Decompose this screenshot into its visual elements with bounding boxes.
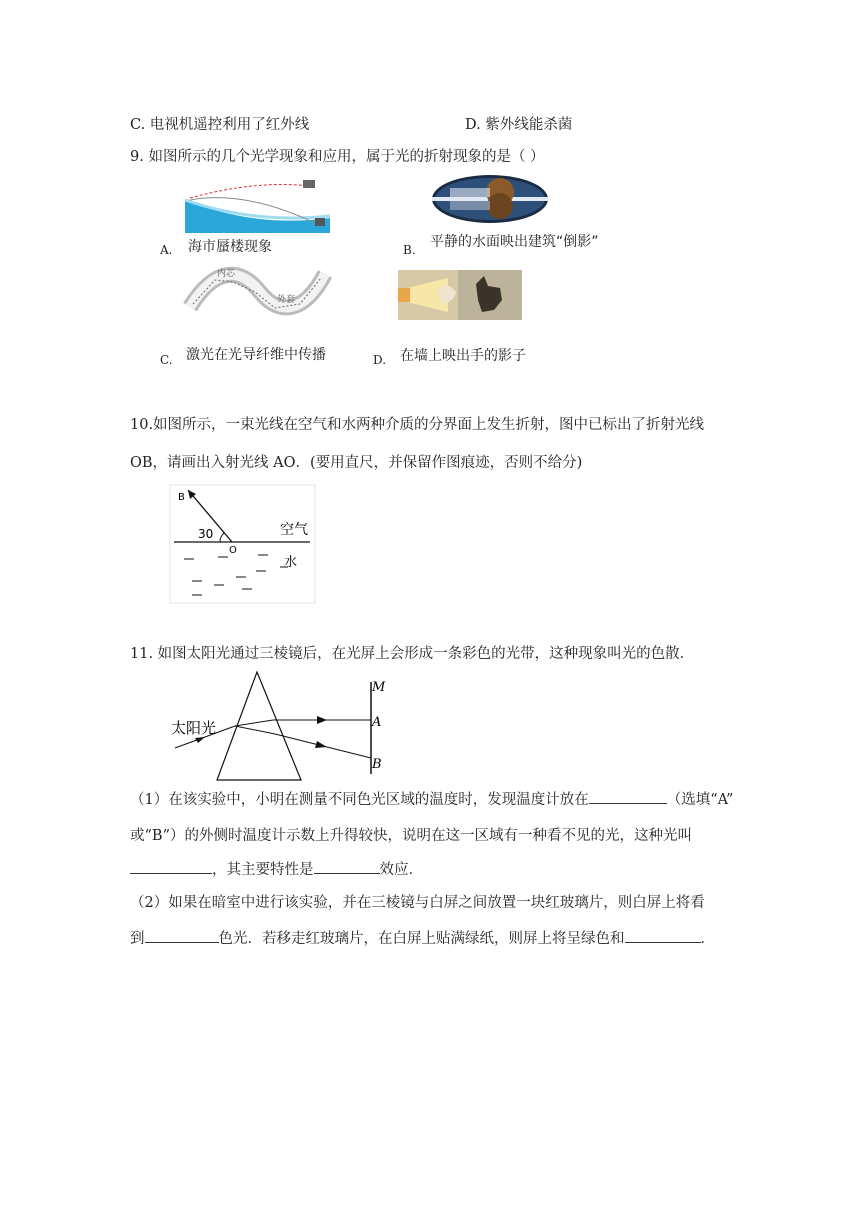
incident-arrowhead [195,737,205,743]
optical-fiber-image [185,262,330,322]
q11-part2-text-b: 到 [130,931,145,947]
q11-blank-3[interactable] [314,858,380,874]
q11-blank-1[interactable] [589,788,667,804]
fiber-outer-label: 外套 [277,295,296,305]
q8-option-c: C. 电视机遥控利用了红外线 [130,117,310,133]
q11-blank-5[interactable] [625,927,701,943]
q11-part2-line1: （2）如果在暗室中进行该实验，并在三棱镜与白屏之间放置一块红玻璃片，则白屏上将看 [130,895,705,911]
prism [217,672,301,780]
label-b: B [178,492,185,503]
label-angle: 30 [198,527,214,541]
q9-option-a-caption: 海市蜃楼现象 [188,239,272,255]
q9-stem: 9. 如图所示的几个光学现象和应用，属于光的折射现象的是（ ） [130,149,545,165]
reflection-image [430,174,550,224]
q10-line1: 10.如图所示，一束光线在空气和水两种介质的分界面上发生折射，图中已标出了折射光线 [130,417,705,433]
q11-blank-4[interactable] [145,927,219,943]
q11-part1-line2: 或“B”）的外侧时温度计示数上升得较快，说明在这一区域有一种看不见的光，这种光叫 [130,828,692,844]
label-a: A [372,715,382,730]
label-o: O [229,545,237,556]
q9-option-c-caption: 激光在光导纤维中传播 [186,347,326,363]
refraction-figure [170,485,315,603]
q11-part2-text-c: 色光．若移走红玻璃片，在白屏上贴满绿纸，则屏上将呈绿色和 [218,931,625,947]
prism-dispersion-figure [165,668,395,783]
fiber-inner-label: 内芯 [217,269,236,279]
q11-part1-text-b: （选填“A” [666,792,734,808]
q11-part1-line1 [130,788,733,809]
q11-part2-text-d: ． [700,931,715,947]
mirage-image [185,178,330,233]
q9-option-c-letter: C. [160,353,173,367]
q11-blank-2[interactable] [130,858,212,874]
label-m: M [372,680,386,695]
label-sunlight: 太阳光 [171,719,217,737]
q11-part1-text-a: （1）在该实验中，小明在测量不同色光区域的温度时，发现温度计放在 [130,792,589,808]
q9-option-b-letter: B. [403,243,416,257]
q8-option-d: D. 紫外线能杀菌 [465,117,573,133]
q10-line2: OB，请画出入射光线 AO．(要用直尺，并保留作图痕迹，否则不给分) [130,455,583,471]
hand-shadow-image [398,270,522,320]
q11-part2-line2 [130,927,715,948]
label-water: 水 [284,555,298,570]
q11-part1-text-e: 效应． [379,862,423,878]
q9-option-a-letter: A. [160,243,173,257]
q9-option-d-letter: D. [373,353,387,367]
label-air: 空气 [280,522,308,538]
q11-part1-line3 [130,858,423,879]
q9-option-b-caption: 平静的水面映出建筑“倒影” [430,234,599,250]
label-b-screen: B [372,757,382,772]
q11-stem: 11. 如图太阳光通过三棱镜后，在光屏上会形成一条彩色的光带，这种现象叫光的色散． [130,646,695,662]
q9-option-d-caption: 在墙上映出手的影子 [400,348,526,364]
q11-part1-text-d: ，其主要特性是 [212,862,314,878]
